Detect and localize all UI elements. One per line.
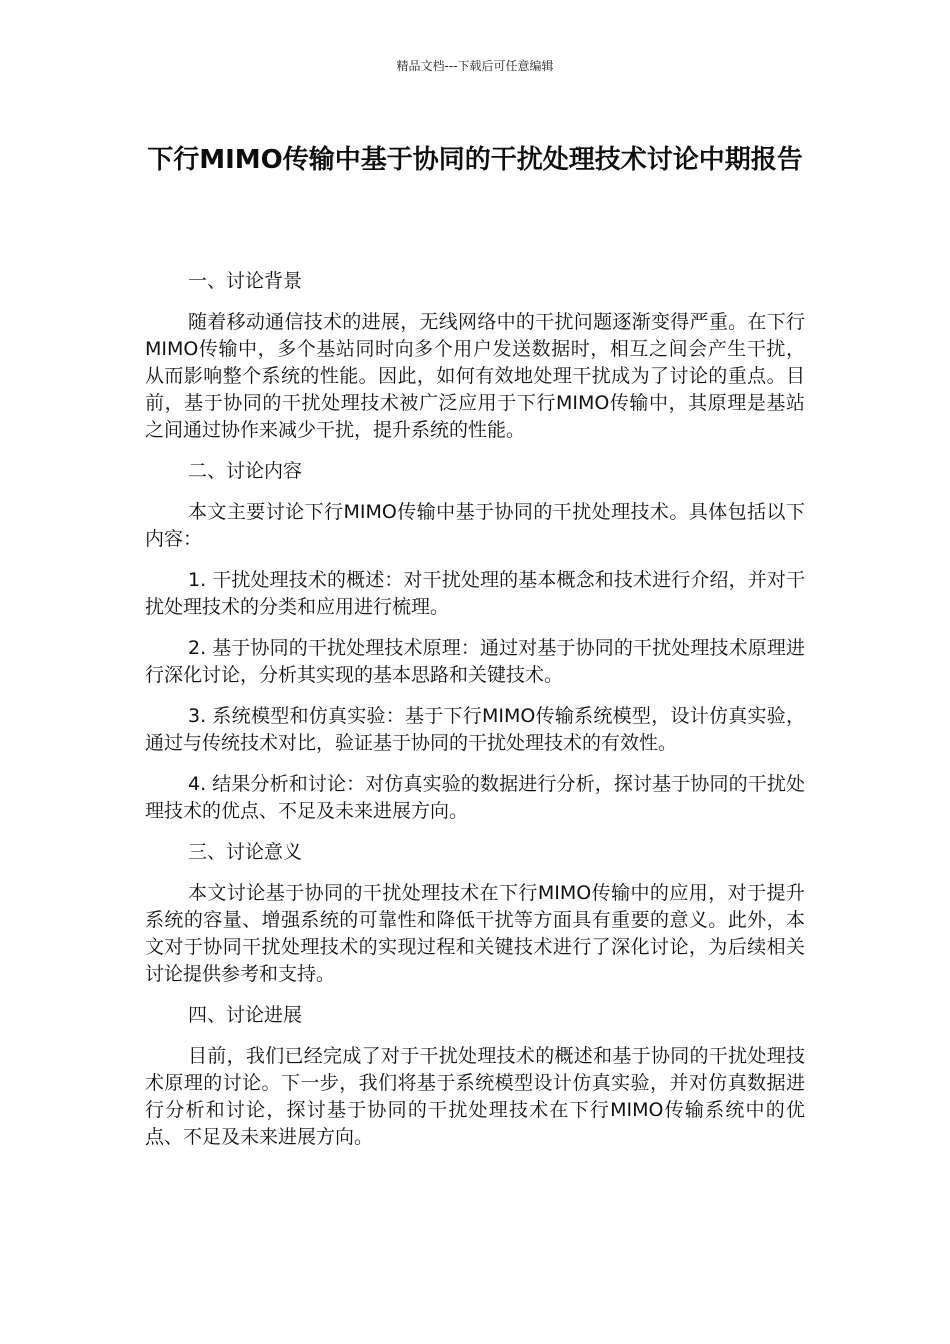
content-intro-paragraph: 本文主要讨论下行MIMO传输中基于协同的干扰处理技术。具体包括以下内容： bbox=[145, 501, 805, 550]
document-title: 下行MIMO传输中基于协同的干扰处理技术讨论中期报告 bbox=[147, 145, 803, 175]
section-heading-progress: 四、讨论进展 bbox=[188, 1004, 303, 1026]
section-heading-significance: 三、讨论意义 bbox=[188, 841, 303, 863]
content-list-item-2: 2. 基于协同的干扰处理技术原理：通过对基于协同的干扰处理技术原理进行深化讨论，分析其实现的基本思路和关键技术。 bbox=[145, 637, 805, 686]
progress-paragraph: 目前，我们已经完成了对于干扰处理技术的概述和基于协同的干扰处理技术原理的讨论。下一步，我们将基于系统模型设计仿真实验，并对仿真数据进行分析和讨论，探讨基于协同的干扰处理技术在下行MIMO传输系统中的优点、不足及未来进展方向。 bbox=[145, 1045, 805, 1148]
section-heading-content: 二、讨论内容 bbox=[188, 460, 303, 482]
section-heading-background: 一、讨论背景 bbox=[188, 270, 303, 292]
document-body bbox=[145, 268, 805, 1165]
header-note: 精品文档---下载后可任意编辑 bbox=[396, 59, 554, 73]
background-paragraph: 随着移动通信技术的进展，无线网络中的干扰问题逐渐变得严重。在下行MIMO传输中，多个基站同时向多个用户发送数据时，相互之间会产生干扰，从而影响整个系统的性能。因此，如何有效地处理干扰成为了讨论的重点。目前，基于协同的干扰处理技术被广泛应用于下行MIMO传输中，其原理是基站之间通过协作来减少干扰，提升系统的性能。 bbox=[145, 311, 805, 441]
content-list-item-4: 4. 结果分析和讨论：对仿真实验的数据进行分析，探讨基于协同的干扰处理技术的优点、不足及未来进展方向。 bbox=[145, 773, 805, 822]
content-list-item-1: 1. 干扰处理技术的概述：对干扰处理的基本概念和技术进行介绍，并对干扰处理技术的分类和应用进行梳理。 bbox=[145, 569, 805, 618]
content-list-item-3: 3. 系统模型和仿真实验：基于下行MIMO传输系统模型，设计仿真实验，通过与传统技术对比，验证基于协同的干扰处理技术的有效性。 bbox=[145, 705, 805, 754]
significance-paragraph: 本文讨论基于协同的干扰处理技术在下行MIMO传输中的应用，对于提升系统的容量、增强系统的可靠性和降低干扰等方面具有重要的意义。此外，本文对于协同干扰处理技术的实现过程和关键技术进行了深化讨论，为后续相关讨论提供参考和支持。 bbox=[145, 882, 805, 985]
